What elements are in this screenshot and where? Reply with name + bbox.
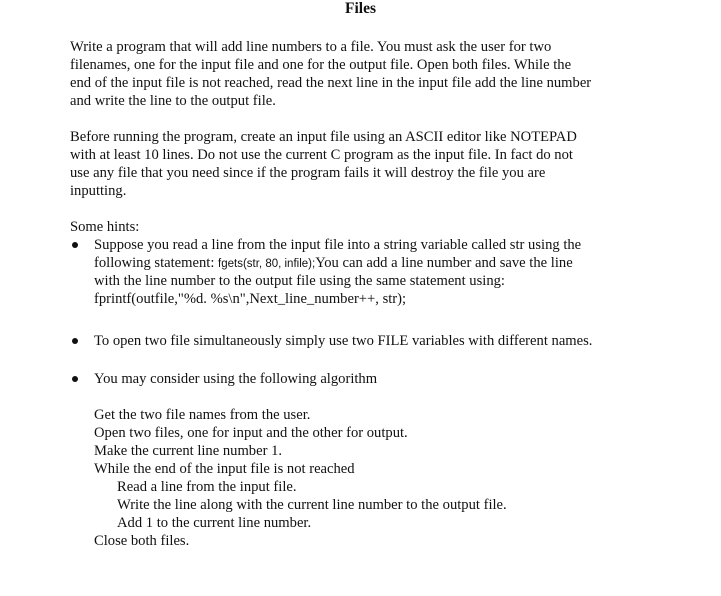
algorithm-step-2: Open two files, one for input and the other for output. — [94, 425, 408, 441]
paragraph-2-line-1: Before running the program, create an input file using an ASCII editor like NOTEPAD — [70, 129, 577, 145]
algorithm-step-5: Read a line from the input file. — [117, 479, 297, 495]
paragraph-2-line-3: use any file that you need since if the program fails it will destroy the file you are — [70, 165, 546, 181]
page-title: Files — [345, 0, 376, 17]
algorithm-step-3: Make the current line number 1. — [94, 443, 283, 459]
paragraph-1-line-4: and write the line to the output file. — [70, 93, 276, 109]
paragraph-1-line-1: Write a program that will add line numbers to a file. You must ask the user for two — [70, 39, 552, 55]
paragraph-1-line-2: filenames, one for the input file and one for the output file. Open both files. While the — [70, 57, 572, 73]
bullet-icon — [72, 376, 78, 382]
paragraph-2-line-4: inputting. — [70, 183, 127, 199]
hint-1-code: fgets(str, 80, infile); — [218, 258, 316, 270]
algorithm-step-6: Write the line along with the current line number to the output file. — [117, 497, 507, 513]
bullet-icon — [72, 338, 78, 344]
paragraph-1-line-3: end of the input file is not reached, read the next line in the input file add the line number — [70, 75, 592, 91]
hint-1-line-4: fprintf(outfile,"%d. %s\n",Next_line_number++, str); — [94, 291, 407, 307]
algorithm-step-4: While the end of the input file is not reached — [94, 461, 355, 477]
hint-1-line-3: with the line number to the output file using the same statement using: — [94, 273, 505, 289]
hint-1-line-2 — [94, 254, 573, 273]
hint-1-line-1: Suppose you read a line from the input file into a string variable called str using the — [94, 237, 582, 253]
algorithm-step-8: Close both files. — [94, 533, 190, 549]
hint-1-line-2-suffix: You can add a line number and save the line — [315, 255, 573, 271]
hint-2: To open two file simultaneously simply use two FILE variables with different names. — [94, 333, 593, 349]
hints-heading: Some hints: — [70, 219, 140, 235]
algorithm-step-1: Get the two file names from the user. — [94, 407, 311, 423]
hint-3: You may consider using the following algorithm — [94, 371, 378, 387]
bullet-icon — [72, 242, 78, 248]
paragraph-2-line-2: with at least 10 lines. Do not use the current C program as the input file. In fact do not — [70, 147, 573, 163]
algorithm-step-7: Add 1 to the current line number. — [117, 515, 312, 531]
hint-1-line-2-prefix: following statement: — [94, 255, 219, 271]
